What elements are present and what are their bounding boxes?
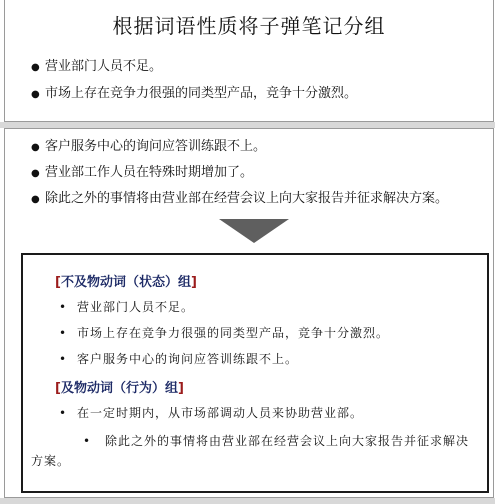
list-item-text: 营业部工作人员在特殊时期增加了。 bbox=[45, 165, 254, 180]
down-triangle-icon bbox=[219, 219, 289, 243]
bullet-icon: ● bbox=[31, 62, 40, 73]
bracket: ] bbox=[177, 381, 184, 396]
group-heading-text: 不及物动词（状态）组 bbox=[60, 275, 191, 290]
list-item bbox=[59, 323, 475, 343]
list-item-text: 营业部门人员不足。 bbox=[45, 59, 163, 74]
list-item-text: 市场上存在竞争力很强的同类型产品，竞争十分激烈。 bbox=[45, 86, 358, 101]
bullet-icon: • bbox=[59, 406, 68, 420]
grouped-notes-box bbox=[21, 253, 489, 493]
list-item bbox=[31, 58, 485, 77]
list-item bbox=[59, 403, 475, 423]
bullet-icon: • bbox=[59, 352, 68, 366]
list-item-text: 客户服务中心的询问应答训练跟不上。 bbox=[45, 139, 267, 154]
group-heading-text: 及物动词（行为）组 bbox=[60, 381, 178, 396]
list-item bbox=[59, 297, 475, 317]
divider bbox=[0, 498, 495, 504]
list-item-text: 市场上存在竞争力很强的同类型产品，竞争十分激烈。 bbox=[77, 326, 390, 340]
list-item bbox=[31, 85, 485, 104]
list-item bbox=[31, 190, 485, 209]
bullet-icon: • bbox=[83, 434, 92, 448]
title-panel bbox=[4, 0, 494, 122]
bullet-icon: ● bbox=[31, 142, 40, 153]
bracket: [ bbox=[55, 275, 61, 290]
list-item bbox=[31, 164, 485, 183]
list-item bbox=[31, 431, 477, 471]
list-item bbox=[31, 138, 485, 157]
bullet-icon: ● bbox=[31, 89, 40, 100]
list-item-text: 客户服务中心的询问应答训练跟不上。 bbox=[77, 352, 299, 366]
bullet-icon: ● bbox=[31, 168, 40, 179]
bullet-icon: • bbox=[59, 326, 68, 340]
list-item-text: 营业部门人员不足。 bbox=[77, 300, 195, 314]
bracket: ] bbox=[190, 275, 197, 290]
content-panel bbox=[4, 128, 494, 498]
list-item-text: 除此之外的事情将由营业部在经营会议上向大家报告并征求解决方案。 bbox=[45, 191, 449, 206]
bracket: [ bbox=[55, 381, 61, 396]
list-item-text: 在一定时期内，从市场部调动人员来协助营业部。 bbox=[77, 406, 364, 420]
list-item bbox=[59, 349, 475, 369]
list-item-text: 除此之外的事情将由营业部在经营会议上向大家报告并征求解决方案。 bbox=[31, 434, 470, 468]
group-heading bbox=[55, 271, 197, 290]
bullet-icon: • bbox=[59, 300, 68, 314]
group-heading bbox=[55, 377, 184, 396]
page-title: 根据词语性质将子弹笔记分组 bbox=[112, 14, 386, 38]
bullet-icon: ● bbox=[31, 194, 40, 205]
